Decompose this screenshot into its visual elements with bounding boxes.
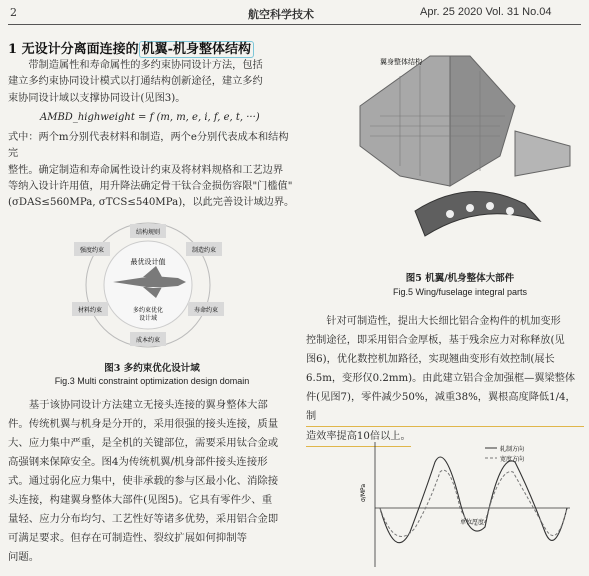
text-line: (σDAS≤560MPa, σTCS≤540MPa)，以此完善设计域边界。	[8, 197, 295, 209]
fig5-image	[340, 36, 580, 266]
segment-label: 强度约束	[79, 247, 105, 254]
body-paragraph-left	[8, 396, 298, 567]
segment-label: 结构规则	[135, 229, 161, 236]
hole	[446, 210, 454, 218]
right-wing	[450, 56, 515, 186]
underlined-line: 造效率提高10倍以上。	[306, 427, 411, 447]
optimal-value-label: 最优设计值	[130, 258, 166, 266]
frame-part	[415, 192, 540, 236]
legend-label: 轧制方向	[500, 446, 525, 453]
text-line: 高强钢来保障安全。图4为传统机翼/机身部件接头连接形	[8, 456, 268, 468]
fig3-caption-en: Fig.3 Multi constraint optimization design domain	[54, 376, 250, 386]
text-line: 6.5m，变形仅0.2mm)。由此建立铝合金加强框—翼梁整体	[306, 373, 576, 384]
text-line: 问题。	[8, 551, 40, 563]
header-rule	[8, 24, 581, 25]
hole	[506, 207, 514, 215]
section-title-highlight: 机翼-机身整体结构	[139, 41, 254, 58]
text-line: 量轻、应力分布均匀、工艺性好等诸多优势，采用铝合金即	[8, 513, 279, 525]
intro-paragraph	[8, 58, 296, 107]
fig5-svg	[340, 36, 580, 266]
body-paragraph-right	[306, 312, 584, 447]
text-line: 可满足要求。但存在可制造性、裂纹扩展如何抑制等	[8, 532, 247, 544]
formula-explanation	[8, 130, 296, 211]
segment-label: 寿命约束	[193, 307, 219, 314]
x-axis-label: 单位厚度	[460, 519, 485, 526]
text-line: 整性。确定制造和寿命属性设计约束及将材料规格和工艺边界	[8, 164, 284, 176]
text-line: 控制途径，即采用铝合金厚板，基于残余应力对称释放(见	[306, 335, 565, 346]
section-title	[8, 38, 254, 57]
intro-line: 建立多约束协同设计模式以打通结构创新途径，建立多约	[8, 76, 263, 88]
fig5-caption-cn: 图5 机翼/机身整体大部件	[405, 273, 515, 284]
issue-info: Apr. 25 2020 Vol. 31 No.04	[420, 6, 552, 18]
text-line: 式中：两个m分别代表材料和制造，两个e分别代表成本和结构完	[8, 132, 289, 160]
text-line: 大、应力集中严重，是全机的关键部位，需要采用钛合金或	[8, 437, 279, 449]
hole	[466, 204, 474, 212]
series-rolling	[380, 457, 567, 543]
fig6-svg	[335, 432, 580, 572]
segment-label: 材料约束	[77, 307, 103, 314]
center-label: 多约束优化	[132, 307, 164, 314]
series-width	[380, 470, 567, 536]
page-number: 2	[10, 6, 17, 19]
text-line: 件。传统机翼与机身是分开的，采用很强的接头连接，质量	[8, 418, 279, 430]
intro-line: 束协同设计域以支撑协同设计(见图3)。	[8, 92, 186, 104]
fig5-caption-en: Fig.5 Wing/fuselage integral parts	[392, 287, 528, 297]
text-line: 头连接，构建翼身整体大部件(见图5)。它具有零件少、重	[8, 494, 273, 506]
intro-line: 带制造属性和寿命属性的多约束协同设计方法，包括	[28, 60, 263, 71]
text-line: 针对可制造性，提出大长细比铝合金构件的机加变形	[326, 316, 561, 327]
hole	[486, 202, 494, 210]
text-line: 基于该协同设计方法建立无接头连接的翼身整体大部	[28, 399, 268, 411]
legend-label: 宽度方向	[500, 456, 525, 463]
section-title-prefix: 1 无设计分离面连接的	[8, 42, 139, 57]
underlined-line: 件(见图7)，零件减少50%，减重38%，翼根高度降低1/4，制	[306, 388, 584, 427]
fig3-caption-cn: 图3 多约束优化设计域	[104, 363, 200, 374]
left-wing	[360, 56, 450, 186]
segment-label: 制造约束	[191, 247, 217, 254]
fig6-plot	[335, 432, 580, 572]
fig3-svg	[58, 220, 238, 350]
center-label: 设计域	[138, 315, 158, 322]
fig5-label: 翼身整体结构	[380, 58, 422, 66]
tail-section	[515, 131, 570, 176]
text-line: 等纳入设计许用值，用升降法确定骨干钛合金损伤容限"门槛值"	[8, 180, 293, 192]
segment-label: 成本约束	[135, 337, 161, 344]
text-line: 图6)，优化数控机加路径，实现翘曲变形有效控制(展长	[306, 354, 555, 365]
journal-name: 航空科学技术	[248, 8, 314, 21]
text-line: 式。通过弱化应力集中，使非承载的参与区最小化、消除接	[8, 475, 279, 487]
fig3-diagram	[58, 220, 238, 350]
formula: AMBD_highweight = f (m, m, e, i, f, e, t, ···)	[40, 112, 260, 123]
y-axis-label: σ/MPa	[360, 483, 367, 502]
